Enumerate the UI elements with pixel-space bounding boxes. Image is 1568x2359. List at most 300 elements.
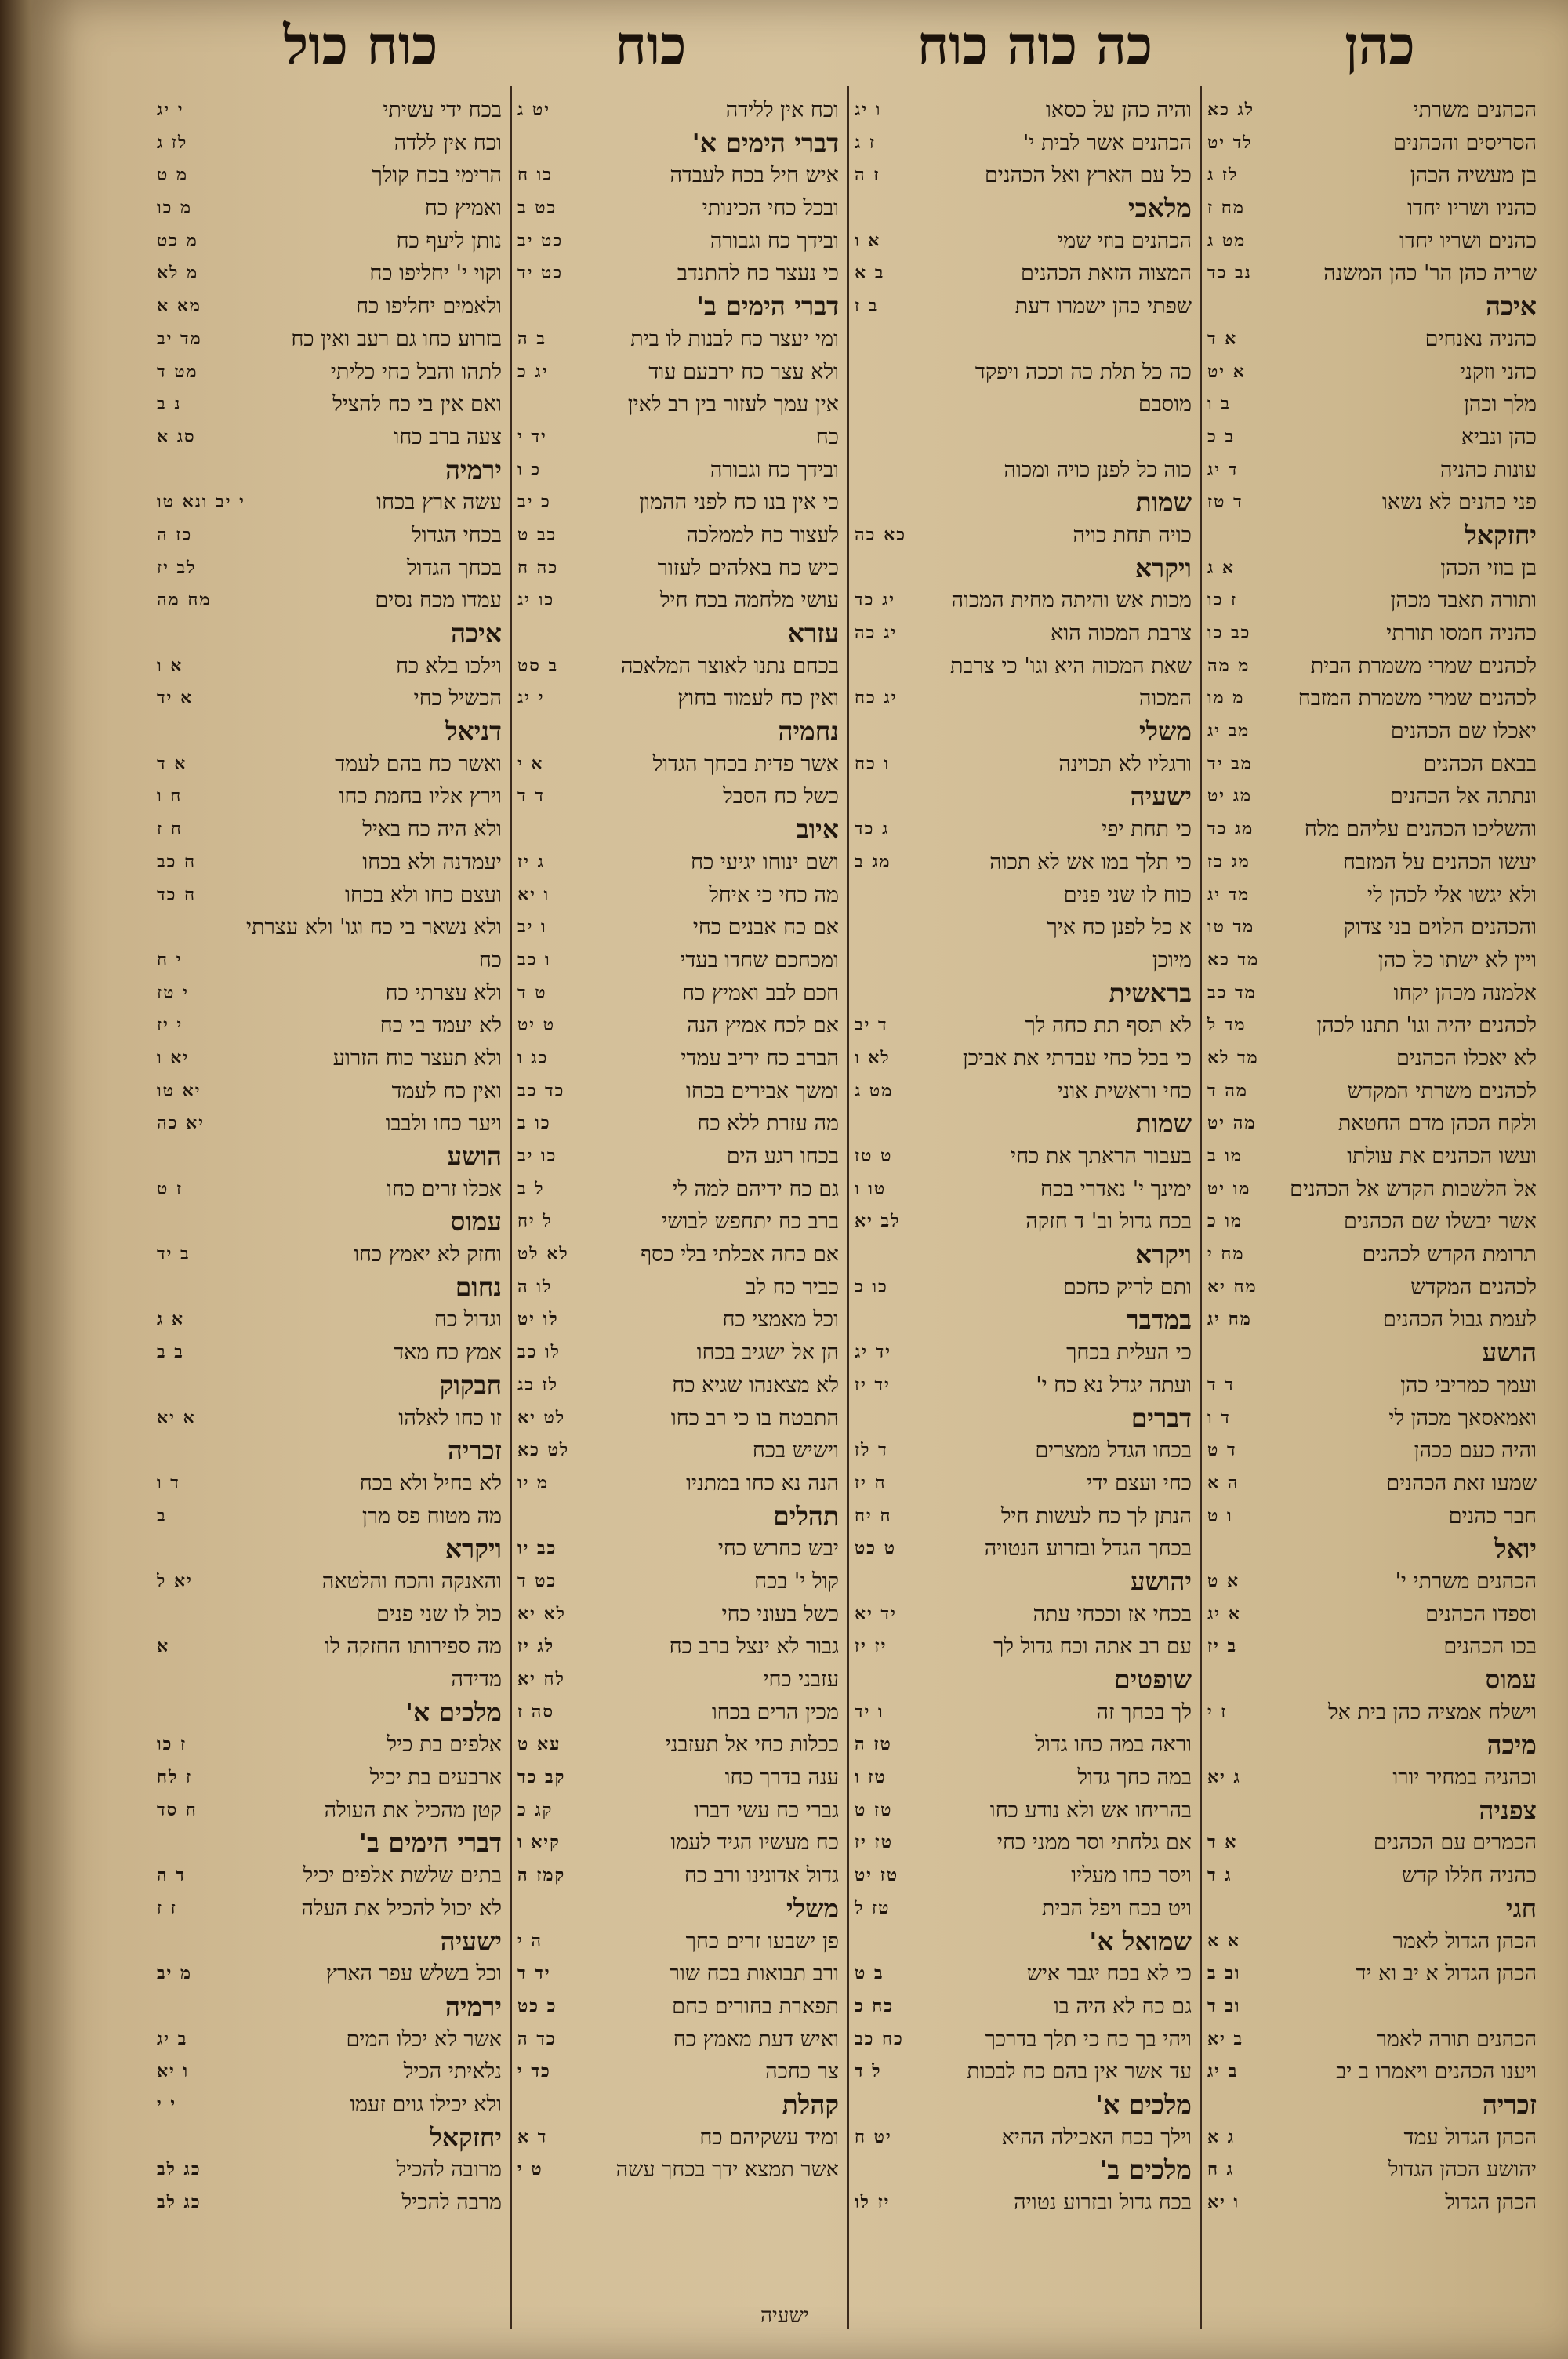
concordance-entry: [1207, 225, 1537, 258]
concordance-entry: [157, 748, 502, 781]
verse-reference: יז לו: [855, 2192, 891, 2212]
concordance-entry: [517, 552, 839, 585]
concordance-entry: [855, 1728, 1192, 1761]
entry-text: ורגליו לא תכוינה: [1058, 751, 1192, 776]
concordance-entry: [517, 584, 839, 617]
verse-reference: ח ז: [157, 819, 183, 840]
concordance-entry: [157, 1663, 502, 1696]
concordance-entry: [157, 388, 502, 421]
entry-text: אם לכח אמיץ הנה: [687, 1013, 839, 1038]
verse-reference: לו ה: [517, 1276, 553, 1297]
column-divider: [1200, 86, 1202, 2329]
book-heading: [157, 1990, 502, 2023]
book-title: דניאל: [445, 716, 502, 747]
book-heading: [517, 1892, 839, 1925]
verse-reference: ג ח: [1207, 2159, 1234, 2180]
verse-reference: ט ד: [517, 982, 547, 1003]
entry-text: גם כח לא היה בו: [1053, 1994, 1192, 2019]
concordance-entry: [157, 421, 502, 454]
entry-text: ועשו הכהנים את עולתו: [1347, 1144, 1537, 1169]
concordance-entry: [855, 225, 1192, 258]
entry-text: הרימי בכח קולך: [372, 163, 502, 188]
entry-text: כי בכל כחי עבדתי את אביכן: [962, 1045, 1192, 1070]
concordance-entry: [157, 323, 502, 356]
concordance-entry: [157, 1728, 502, 1761]
entry-text: ורב תבואות בכח שור: [669, 1961, 839, 1986]
entry-text: ונתתה אל הכהנים: [1389, 784, 1537, 809]
book-title: זכריה: [1482, 2088, 1537, 2120]
concordance-entry: [1207, 977, 1537, 1010]
entry-text: ענה בדרך כחו: [724, 1765, 839, 1790]
book-title: יהושע: [1130, 1565, 1192, 1597]
entry-text: עם רב אתה וכח גדול לך: [993, 1634, 1192, 1659]
entry-text: לא יכול להכיל את העלה: [301, 1896, 502, 1921]
entry-text: כי תחת יפי: [1102, 817, 1192, 842]
column-1: [157, 94, 502, 2219]
verse-reference: ט כט: [855, 1538, 896, 1559]
verse-reference: ז ה: [855, 165, 880, 186]
book-heading: [157, 1205, 502, 1238]
concordance-entry: [855, 323, 1192, 356]
concordance-entry: [157, 257, 502, 290]
verse-reference: יט ח: [855, 2126, 892, 2147]
entry-text: מדידה: [451, 1667, 502, 1692]
concordance-entry: [1207, 1826, 1537, 1859]
book-heading: [157, 1696, 502, 1729]
concordance-entry: [157, 584, 502, 617]
entry-text: ובכל כחי הכינותי: [702, 196, 839, 221]
verse-reference: ו יא: [1207, 2192, 1240, 2212]
column-4: [1207, 94, 1537, 2219]
entry-text: והאנקה והכח והלטאה: [321, 1568, 502, 1594]
verse-reference: יד יא: [855, 1603, 897, 1624]
verse-reference: מח יג: [1207, 1309, 1252, 1330]
verse-reference: א ט: [1207, 1570, 1240, 1591]
concordance-entry: [157, 552, 502, 585]
verse-reference: מג יט: [1207, 786, 1253, 807]
concordance-entry: [517, 977, 839, 1010]
concordance-entry: [855, 1826, 1192, 1859]
entry-text: התבטח בו כי רב כחו: [670, 1405, 839, 1430]
book-title: יואל: [1494, 1533, 1537, 1565]
verse-reference: כג לב: [157, 2192, 201, 2212]
verse-reference: ד ד: [1207, 1374, 1235, 1395]
book-title: שמות: [1135, 487, 1192, 518]
concordance-entry: [157, 1042, 502, 1075]
entry-text: לא תסף תת כחה לך: [1025, 1013, 1192, 1038]
entry-text: ככלות כחי אל תעזבני: [665, 1732, 839, 1757]
concordance-entry: [517, 356, 839, 389]
entry-text: בכח גדול ובזרוע נטויה: [1014, 2190, 1192, 2215]
entry-text: אלמנה מכהן יקחו: [1393, 980, 1537, 1005]
entry-text: וכל מאמצי כח: [722, 1307, 839, 1332]
book-title: משלי: [786, 1892, 839, 1924]
book-title: ירמיה: [445, 1990, 502, 2022]
book-heading: [1207, 519, 1537, 552]
entry-text: זו כחו לאלהו: [398, 1405, 502, 1430]
verse-reference: א ד: [1207, 328, 1238, 349]
entry-text: הכהנים משרתי י': [1395, 1568, 1537, 1594]
verse-reference: לו יט: [517, 1309, 559, 1330]
concordance-entry: [157, 1500, 502, 1533]
entry-text: ולא תעצר כוח הזרוע: [332, 1045, 502, 1070]
verse-reference: מח יא: [1207, 1276, 1258, 1297]
verse-reference: קג כ: [517, 1799, 554, 1820]
column-2: [517, 94, 839, 2186]
concordance-entry: [517, 519, 839, 552]
concordance-entry: [855, 1467, 1192, 1500]
entry-text: וילכו בלא כח: [396, 653, 502, 678]
verse-reference: יא ו: [157, 1047, 190, 1068]
verse-reference: ד לז: [855, 1440, 888, 1461]
concordance-entry: [1207, 1009, 1537, 1042]
verse-reference: מט ג: [855, 1080, 894, 1101]
entry-text: כחי וראשית אוני: [1057, 1078, 1192, 1103]
concordance-entry: [1207, 1402, 1537, 1435]
entry-text: מלך וכהן: [1464, 392, 1537, 417]
verse-reference: מ לא: [157, 263, 199, 284]
concordance-entry: [157, 1892, 502, 1925]
concordance-entry: [1207, 356, 1537, 389]
entry-text: וישיש בכח: [752, 1438, 839, 1463]
verse-reference: ז ז: [157, 1897, 177, 1918]
concordance-entry: [1207, 1369, 1537, 1402]
verse-reference: מד כב: [1207, 982, 1257, 1003]
concordance-entry: [1207, 1173, 1537, 1206]
concordance-entry: [157, 1303, 502, 1336]
concordance-entry: [1207, 1434, 1537, 1467]
entry-text: הן אל ישגיב בכחו: [696, 1340, 839, 1365]
concordance-entry: [1207, 2186, 1537, 2219]
verse-reference: ב: [157, 1505, 167, 1526]
entry-text: הכמרים עם הכהנים: [1373, 1830, 1537, 1856]
verse-reference: כב ט: [517, 524, 557, 545]
verse-reference: א ד: [1207, 1832, 1238, 1853]
concordance-entry: [855, 1075, 1192, 1108]
verse-reference: ב ט: [855, 1963, 884, 1984]
entry-text: קטן מהכיל את העולה: [324, 1797, 502, 1823]
concordance-entry: [517, 650, 839, 683]
verse-reference: כח כב: [855, 2028, 904, 2049]
concordance-entry: [517, 780, 839, 813]
verse-reference: קב כד: [517, 1767, 566, 1788]
book-heading: [855, 1925, 1192, 1958]
concordance-entry: [1207, 715, 1537, 748]
concordance-entry: [855, 748, 1192, 781]
verse-reference: א ד: [157, 753, 187, 774]
verse-reference: מה יט: [1207, 1113, 1257, 1134]
verse-reference: ל יח: [517, 1211, 553, 1232]
book-title: ויקרא: [1134, 1239, 1192, 1270]
entry-text: וישלח אמציה כהן בית אל: [1327, 1699, 1537, 1725]
book-title: צפניה: [1479, 1794, 1537, 1826]
verse-reference: וב ד: [1207, 1995, 1241, 2016]
book-heading: [855, 2088, 1192, 2121]
verse-reference: טז ל: [855, 1897, 891, 1918]
verse-reference: א ו: [157, 655, 183, 676]
verse-reference: מא א: [157, 296, 201, 317]
concordance-entry: [1207, 552, 1537, 585]
entry-text: צרבת המכוה הוא: [1051, 621, 1192, 645]
concordance-entry: [855, 813, 1192, 846]
concordance-entry: [517, 1173, 839, 1206]
entry-text: לא יעמד בי כח: [379, 1013, 502, 1038]
book-title: תהלים: [773, 1500, 839, 1532]
verse-reference: ח יז: [855, 1472, 887, 1493]
verse-reference: מ מו: [1207, 688, 1245, 709]
entry-text: הנה נא כחו במתניו: [686, 1470, 839, 1496]
concordance-entry: [855, 257, 1192, 290]
book-heading: [1207, 1892, 1537, 1925]
entry-text: ויין לא ישתו כל כהן: [1377, 947, 1537, 972]
verse-reference: כו כ: [855, 1276, 888, 1297]
book-title: ישעיה: [1130, 781, 1192, 812]
concordance-entry: [1207, 1990, 1537, 2023]
concordance-entry: [1207, 748, 1537, 781]
entry-text: לך בכחך זה: [1096, 1699, 1192, 1725]
entry-text: ואם אין בי כח להציל: [332, 392, 502, 417]
book-heading: [157, 1532, 502, 1565]
concordance-entry: [517, 486, 839, 519]
concordance-entry: [157, 519, 502, 552]
concordance-entry: [1207, 2154, 1537, 2186]
book-heading: [855, 1402, 1192, 1435]
concordance-entry: [157, 225, 502, 258]
book-heading: [855, 715, 1192, 748]
verse-reference: א ג: [1207, 557, 1236, 578]
entry-text: וכח אין ללידה: [725, 98, 839, 122]
book-heading: [157, 1434, 502, 1467]
concordance-entry: [517, 454, 839, 487]
concordance-entry: [157, 977, 502, 1010]
verse-reference: כ ו: [517, 459, 542, 480]
verse-reference: ל ד: [855, 2061, 882, 2082]
verse-reference: לד יט: [1207, 132, 1253, 153]
concordance-entry: [157, 1598, 502, 1631]
entry-text: מרובה להכיל: [396, 2157, 502, 2183]
entry-text: כהני וזקני: [1460, 359, 1537, 384]
entry-text: וספדו הכהנים: [1425, 1601, 1537, 1627]
concordance-entry: [517, 1990, 839, 2023]
verse-reference: יא כה: [157, 1113, 205, 1134]
entry-text: כי נעצר כח להתנדב: [677, 261, 839, 286]
verse-reference: נב כד: [1207, 263, 1252, 284]
verse-reference: ח כב: [157, 851, 197, 872]
concordance-entry: [855, 454, 1192, 487]
verse-reference: מ כו: [157, 198, 193, 219]
book-heading: [855, 1107, 1192, 1140]
entry-text: מכות אש והיתה מחית המכוה: [951, 588, 1192, 613]
entry-text: עד אשר אין בהם כח לבכות: [967, 2059, 1192, 2085]
entry-text: ואין כח לעמוד בחוץ: [677, 686, 839, 711]
verse-reference: מד ל: [1207, 1015, 1247, 1036]
entry-text: עשה ארץ בכחו: [376, 490, 502, 515]
verse-reference: יז יז: [855, 1636, 887, 1657]
concordance-entry: [517, 911, 839, 944]
entry-text: כשל בעוני כחי: [721, 1601, 839, 1627]
entry-text: ויהי בך כח כי תלך בדרכך: [985, 2026, 1192, 2052]
verse-reference: מג כז: [1207, 851, 1250, 872]
verse-reference: ב יד: [157, 1244, 191, 1265]
concordance-entry: [517, 1271, 839, 1304]
concordance-entry: [517, 192, 839, 225]
entry-text: שמעו זאת הכהנים: [1386, 1470, 1537, 1496]
entry-text: ימינך י' נאדרי בכח: [1040, 1176, 1192, 1201]
concordance-entry: [517, 2055, 839, 2088]
entry-text: כל עם הארץ ואל הכהנים: [984, 163, 1192, 188]
concordance-entry: [855, 682, 1192, 715]
verse-reference: א ג: [157, 1309, 185, 1330]
book-heading: [157, 1925, 502, 1958]
concordance-entry: [517, 388, 839, 421]
concordance-entry: [157, 1402, 502, 1435]
concordance-entry: [517, 225, 839, 258]
header-col2: כוח: [615, 14, 687, 77]
concordance-entry: [517, 1859, 839, 1892]
concordance-entry: [517, 94, 839, 127]
entry-text: ואמיץ כח: [424, 196, 502, 221]
verse-reference: ב כ: [1207, 426, 1236, 447]
entry-text: ולא היה כח באיל: [362, 817, 502, 842]
concordance-entry: [517, 1925, 839, 1958]
verse-reference: ג יא: [1207, 1767, 1241, 1788]
book-title: חגי: [1505, 1892, 1537, 1924]
column-3: [855, 94, 1192, 2219]
book-title: דברי הימים ב': [695, 291, 839, 322]
entry-text: בבאם הכהנים: [1423, 751, 1537, 776]
concordance-entry: [517, 1140, 839, 1173]
entry-text: ומכחכם שחדו בעדי: [680, 947, 839, 972]
entry-text: לכהנים שמרי משמרת המזבח: [1298, 686, 1537, 711]
entry-text: אם כחה אכלתי בלי כסף: [641, 1242, 839, 1267]
entry-text: ואמאסאך מכהן לי: [1388, 1405, 1537, 1430]
verse-reference: כא כה: [855, 524, 906, 545]
entry-text: גדול אדונינו ורב כח: [684, 1863, 839, 1888]
book-title: במדבר: [1126, 1304, 1192, 1336]
concordance-entry: [517, 2154, 839, 2186]
concordance-entry: [855, 1173, 1192, 1206]
verse-reference: מד כא: [1207, 949, 1260, 970]
entry-text: והיה כעם ככהן: [1414, 1438, 1537, 1463]
concordance-entry: [517, 944, 839, 977]
verse-reference: ב ו: [1207, 394, 1231, 415]
entry-text: מרבה להכיל: [401, 2190, 502, 2215]
concordance-entry: [855, 1859, 1192, 1892]
concordance-entry: [157, 1009, 502, 1042]
verse-reference: י י: [157, 2093, 177, 2114]
book-title: דברי הימים א': [691, 127, 839, 158]
entry-text: גברי כח עשי דברו: [694, 1797, 839, 1823]
entry-text: ארבעים בת יכיל: [369, 1765, 502, 1790]
verse-reference: לא ו: [855, 1047, 891, 1068]
entry-text: הנתן לך כח לעשות חיל: [1000, 1503, 1192, 1528]
entry-text: כהן ונביא: [1461, 424, 1537, 449]
concordance-entry: [157, 911, 502, 944]
concordance-entry: [157, 682, 502, 715]
concordance-entry: [855, 1369, 1192, 1402]
book-title: חבקוק: [439, 1369, 502, 1401]
adjacent-page-edge: [0, 0, 31, 2359]
entry-text: איש חיל בכח לעבדה: [670, 163, 839, 188]
book-title: עמוס: [450, 1206, 502, 1238]
verse-reference: מ יב: [157, 1963, 193, 1984]
concordance-entry: [1207, 1696, 1537, 1729]
concordance-entry: [157, 1173, 502, 1206]
concordance-entry: [855, 846, 1192, 879]
concordance-entry: [157, 159, 502, 192]
entry-text: אשר תמצא ידך בכחך עשה: [615, 2157, 839, 2183]
verse-reference: כט יב: [517, 230, 564, 251]
verse-reference: ז י: [1207, 1701, 1228, 1722]
entry-text: וירץ אליו בחמת כחו: [339, 784, 502, 809]
entry-text: כוח לו שני פנים: [1063, 882, 1192, 907]
entry-text: בעבור הראתך את כחי: [1011, 1144, 1192, 1169]
concordance-entry: [1207, 323, 1537, 356]
entry-text: אשר לא יכלו המים: [346, 2026, 502, 2052]
concordance-entry: [1207, 1238, 1537, 1271]
verse-reference: כו יב: [517, 1146, 557, 1166]
entry-text: כי אין בנו כח לפני ההמון: [639, 490, 839, 515]
book-heading: [157, 1826, 502, 1859]
concordance-entry: [1207, 650, 1537, 683]
entry-text: ויער כחו ולבבו: [385, 1111, 502, 1136]
verse-reference: כט ד: [517, 1570, 557, 1591]
entry-text: וחזק לא יאמץ כחו: [354, 1242, 502, 1267]
book-heading: [1207, 1532, 1537, 1565]
entry-text: כי לא בכח יגבר איש: [1026, 1961, 1192, 1986]
entry-text: ולא יכילו גוים זעמו: [350, 2092, 502, 2117]
verse-reference: קיא ו: [517, 1832, 561, 1853]
concordance-entry: [1207, 1630, 1537, 1663]
book-heading: [517, 813, 839, 846]
concordance-entry: [855, 127, 1192, 160]
entry-text: כביר כח לב: [746, 1274, 839, 1299]
verse-reference: מב יד: [1207, 753, 1253, 774]
entry-text: בהריחו אש ולא נודע כחו: [989, 1797, 1192, 1823]
entry-text: מוסבם: [1138, 392, 1192, 417]
verse-reference: מד יג: [1207, 884, 1250, 905]
entry-text: ועמך כמריבי כהן: [1400, 1372, 1537, 1398]
entry-text: צעה ברב כחו: [394, 424, 502, 449]
entry-text: כחי ועצם ידי: [1087, 1470, 1192, 1496]
concordance-entry: [1207, 2121, 1537, 2154]
verse-reference: ח יח: [855, 1505, 892, 1526]
entry-text: בן מעשיה הכהן: [1410, 163, 1537, 188]
book-heading: [855, 552, 1192, 585]
verse-reference: ד יג: [1207, 459, 1239, 480]
verse-reference: יג כח: [855, 688, 898, 709]
entry-text: כהנים ושריו יחדו: [1399, 228, 1537, 253]
concordance-entry: [1207, 617, 1537, 650]
concordance-entry: [1207, 421, 1537, 454]
entry-text: בכחו רגע הים: [726, 1144, 839, 1169]
concordance-entry: [855, 1794, 1192, 1827]
verse-reference: י יז: [157, 1015, 183, 1036]
verse-reference: יד י: [517, 426, 547, 447]
book-title: איוב: [796, 814, 839, 845]
entry-text: ולא עצר כח ירבעם עוד: [648, 359, 839, 384]
verse-reference: כו ב: [517, 1113, 551, 1134]
concordance-entry: [855, 1042, 1192, 1075]
concordance-entry: [1207, 1303, 1537, 1336]
verse-reference: מח מה: [157, 590, 212, 611]
concordance-entry: [157, 1075, 502, 1108]
entry-text: והשליכו הכהנים עליהם מלח: [1304, 817, 1537, 842]
verse-reference: כב כו: [1207, 623, 1251, 643]
verse-reference: ד יב: [855, 1015, 888, 1036]
verse-reference: ח כד: [157, 884, 197, 905]
entry-text: אלפים בת כיל: [387, 1732, 502, 1757]
